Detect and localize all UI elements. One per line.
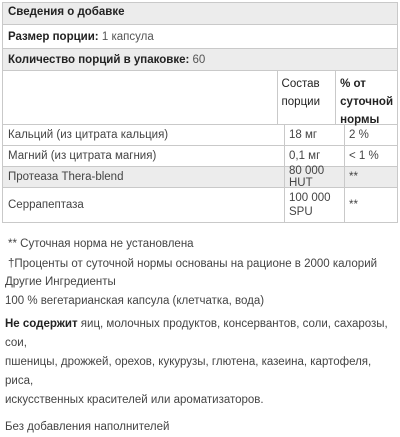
nutrient-name: Магний (из цитрата магния) [3, 146, 285, 166]
facts-title: Сведения о добавке [8, 6, 125, 18]
free-from-list-2: пшеницы, дрожжей, орехов, кукурузы, глютена, казеина, картофеля, риса, [5, 356, 372, 387]
column-header-row [3, 71, 397, 125]
nutrient-dv: 2 % [349, 129, 369, 141]
nutrient-amount: 0,1 мг [285, 146, 345, 166]
servings-per-container-row [3, 49, 397, 71]
free-from-list-3: искусственных красителей или ароматизаторов. [5, 394, 264, 406]
nutrient-name: Протеаза Thera-blend [3, 167, 285, 187]
dv-not-established-note: ** Суточная норма не установлена [8, 238, 194, 250]
facts-title-row [3, 3, 397, 25]
ingredients-section [5, 273, 397, 437]
nutrient-amount: 18 мг [285, 125, 345, 145]
nutrient-dv: ** [349, 199, 358, 211]
serving-size-label: Размер порции: [8, 30, 99, 43]
free-from-list-1: яиц, молочных продуктов, консервантов, соли, сахарозы, сои, [5, 318, 388, 349]
servings-value: 60 [192, 53, 206, 66]
supplement-facts-table [2, 2, 398, 223]
nutrient-name: Серрапептаза [3, 188, 285, 222]
nutrient-row [3, 167, 397, 188]
free-from-line-1 [5, 315, 397, 353]
nutrient-name: Кальций (из цитрата кальция) [3, 125, 285, 145]
nutrient-row [3, 146, 397, 167]
nutrient-amount: 100 000 SPU [285, 188, 345, 222]
nutrient-row [3, 125, 397, 146]
dv-basis-note: †Проценты от суточной нормы основаны на рационе в 2000 калорий [8, 258, 378, 270]
serving-size-row [3, 25, 397, 49]
amount-column-header: Состав порции [278, 71, 337, 124]
footnotes [8, 234, 398, 274]
free-from-label: Не содержит [5, 318, 78, 330]
serving-size-value: 1 капсула [101, 30, 154, 43]
no-fillers-text: Без добавления наполнителей [5, 421, 170, 433]
servings-label: Количество порций в упаковке: [8, 53, 190, 66]
nutrient-amount: 80 000 HUT [285, 167, 345, 187]
other-ingredients-text: 100 % вегетарианская капсула (клетчатка, вода) [5, 295, 265, 307]
nutrient-dv: ** [349, 171, 358, 183]
nutrient-dv: < 1 % [349, 150, 379, 162]
header-blank-cell [3, 71, 278, 124]
dv-column-header: % от суточной нормы [340, 78, 394, 126]
nutrient-row [3, 188, 397, 222]
other-ingredients-title: Другие Ингредиенты [5, 276, 116, 288]
